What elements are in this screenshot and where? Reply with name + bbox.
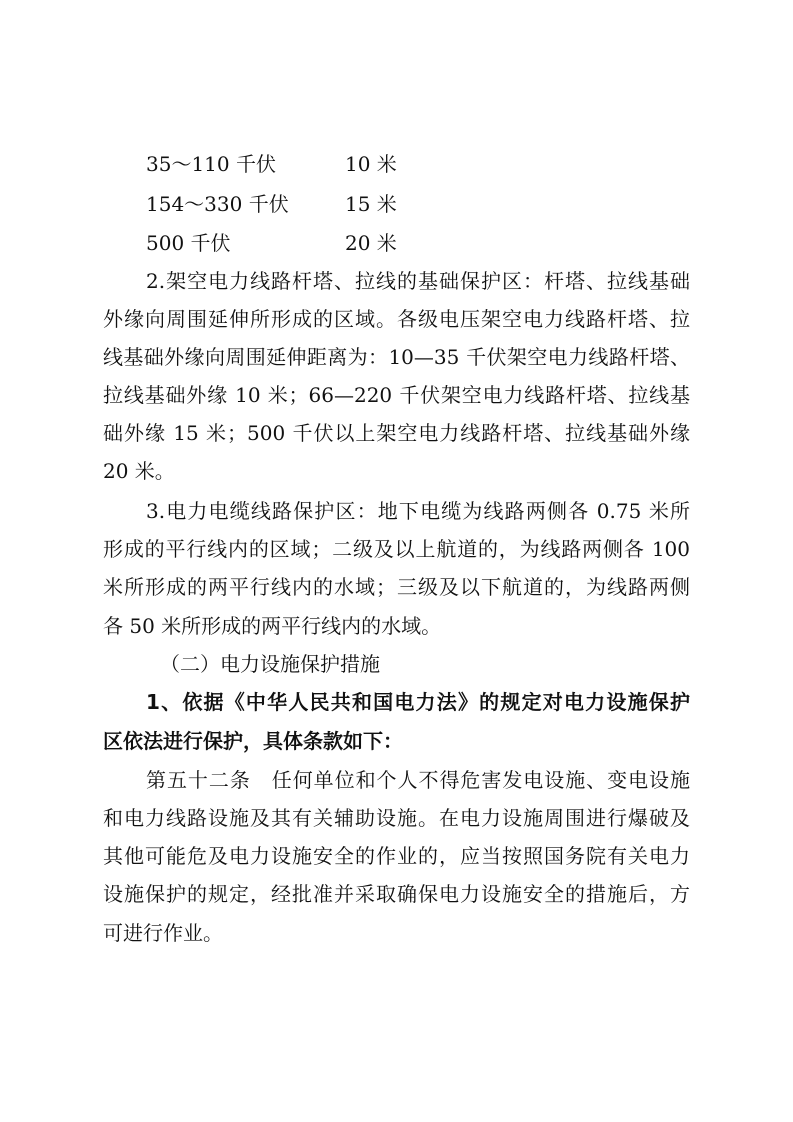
bold-paragraph-line: 区依法进行保护，具体条款如下：	[103, 729, 403, 753]
voltage-label: 154～330 千伏	[146, 192, 289, 216]
distance-value: 10 米	[345, 152, 397, 176]
paragraph-line: 米所形成的两平行线内的水域；三级及以下航道的，为线路两侧	[103, 575, 690, 599]
paragraph-line: 3.电力电缆线路保护区：地下电缆为线路两侧各 0.75 米所	[146, 499, 690, 523]
paragraph-line: 20 米。	[103, 459, 175, 483]
voltage-label: 35～110 千伏	[146, 152, 276, 176]
paragraph-line: 其他可能危及电力设施安全的作业的，应当按照国务院有关电力	[103, 844, 690, 868]
paragraph-line: 础外缘 15 米；500 千伏以上架空电力线路杆塔、拉线基础外缘	[103, 421, 690, 445]
paragraph-line: 和电力线路设施及其有关辅助设施。在电力设施周围进行爆破及	[103, 806, 690, 830]
paragraph-line: 拉线基础外缘 10 米；66—220 千伏架空电力线路杆塔、拉线基	[103, 383, 690, 407]
paragraph-line: 外缘向周围延伸所形成的区域。各级电压架空电力线路杆塔、拉	[103, 307, 690, 331]
paragraph-line: 可进行作业。	[103, 921, 223, 945]
voltage-label: 500 千伏	[146, 231, 231, 255]
paragraph-line: 各 50 米所形成的两平行线内的水域。	[103, 614, 442, 638]
paragraph-line: 第五十二条 任何单位和个人不得危害发电设施、变电设施	[146, 768, 690, 792]
paragraph-line: 线基础外缘向周围延伸距离为：10—35 千伏架空电力线路杆塔、	[103, 345, 690, 369]
paragraph-line: 形成的平行线内的区域；二级及以上航道的，为线路两侧各 100	[103, 537, 690, 561]
section-heading: （二）电力设施保护措施	[160, 652, 380, 676]
distance-value: 15 米	[345, 192, 397, 216]
paragraph-line: 设施保护的规定，经批准并采取确保电力设施安全的措施后，方	[103, 882, 690, 906]
bold-paragraph-line: 1、依据《中华人民共和国电力法》的规定对电力设施保护	[146, 690, 690, 714]
distance-value: 20 米	[345, 231, 397, 255]
paragraph-line: 2.架空电力线路杆塔、拉线的基础保护区：杆塔、拉线基础	[146, 269, 690, 293]
